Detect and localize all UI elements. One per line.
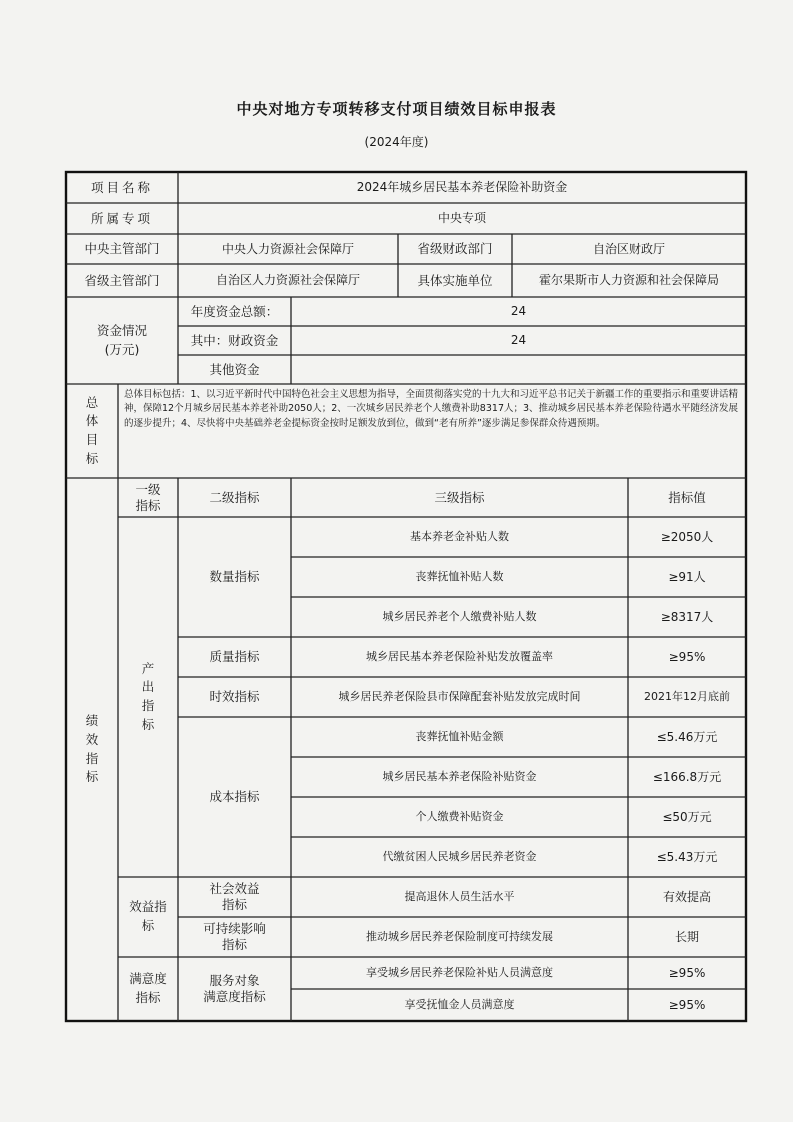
impl-unit: 霍尔果斯市人力资源和社会保障局: [538, 273, 719, 287]
funds-label-line2: (万元): [104, 341, 140, 357]
output-label-char: 指: [141, 698, 155, 713]
special-value: 中央专项: [437, 211, 486, 225]
benefit-label: 效益指 标: [129, 899, 167, 933]
project-name: 2024年城乡居民基本养老保险补助资金: [356, 180, 568, 194]
indicator-value: ≥8317人: [660, 609, 714, 624]
indicator-name: 提高退休人员生活水平: [404, 890, 515, 904]
performance-label: [66, 478, 118, 1021]
indicator-name: 个人缴费补贴资金: [415, 810, 504, 824]
indicator-name: 享受抚恤金人员满意度: [404, 998, 515, 1012]
indicator-value: ≤50万元: [662, 809, 712, 824]
perf-label-char: 指: [85, 750, 99, 766]
indicator-name: 丧葬抚恤补贴人数: [415, 570, 504, 584]
quality-label: 质量指标: [209, 649, 260, 665]
timeliness-label: 时效指标: [209, 689, 260, 705]
funds-other-label: 其他资金: [209, 361, 260, 377]
cost-label: 成本指标: [209, 789, 260, 805]
funds-label-line1: 资金情况: [96, 322, 147, 338]
indicator-value: ≤5.43万元: [656, 849, 718, 864]
indicator-value: ≥95%: [668, 649, 706, 664]
indicator-value: ≥95%: [668, 997, 706, 1012]
header-level2: 二级指标: [209, 489, 260, 505]
goal-label-char: 总: [85, 394, 99, 410]
indicator-value: ≤166.8万元: [652, 769, 722, 784]
prov-finance-label: 省级财政部门: [417, 241, 493, 257]
indicator-name: 城乡居民基本养老保险补贴资金: [382, 770, 537, 784]
goal-label-char: 标: [85, 450, 99, 466]
form-title: 中央对地方专项转移支付项目绩效目标申报表: [236, 100, 557, 118]
indicator-value: ≥2050人: [660, 529, 714, 544]
perf-label-char: 标: [85, 769, 99, 785]
service-satisfaction-label: 服务对象 满意度指标: [203, 973, 266, 1004]
indicator-name: 城乡居民基本养老保险补贴发放覆盖率: [366, 650, 553, 664]
indicator-name: 丧葬抚恤补贴金额: [415, 730, 504, 744]
perf-label-char: 效: [85, 731, 99, 747]
funds-total-label: 年度资金总额：: [190, 303, 279, 319]
indicator-value: 长期: [674, 929, 699, 944]
header-value: 指标值: [668, 489, 706, 505]
prov-dept: 自治区人力资源社会保障厅: [215, 273, 360, 287]
social-benefit-label: 社会效益 指标: [209, 881, 260, 912]
indicator-name: 城乡居民养老个人缴费补贴人数: [382, 610, 537, 624]
indicator-name: 城乡居民养老保险县市保障配套补贴发放完成时间: [338, 690, 581, 704]
funds-total: 24: [510, 304, 527, 318]
goal-label-char: 体: [85, 413, 99, 429]
goal-label-char: 目: [85, 432, 99, 447]
output-label-char: 出: [141, 679, 155, 695]
funds-other: [291, 355, 746, 384]
funds-fiscal-label: 其中：财政资金: [190, 332, 279, 348]
indicator-value: ≤5.46万元: [656, 729, 718, 744]
prov-dept-label: 省级主管部门: [84, 272, 160, 288]
header-level1: 一级 指标: [135, 481, 161, 513]
output-label-char: 产: [141, 660, 155, 676]
project-name-label: 项目名称: [90, 179, 153, 195]
quantity-label: 数量指标: [209, 569, 260, 585]
output-label: [118, 517, 178, 877]
indicator-name: 推动城乡居民养老保险制度可持续发展: [366, 930, 553, 944]
header-level3: 三级指标: [434, 489, 485, 505]
prov-finance: 自治区财政厅: [592, 241, 665, 256]
indicator-value: 有效提高: [662, 889, 711, 904]
indicator-value: ≥95%: [668, 965, 706, 980]
indicator-name: 享受城乡居民养老保险补贴人员满意度: [366, 966, 553, 980]
output-label-char: 标: [141, 716, 155, 732]
central-dept-label: 中央主管部门: [84, 241, 160, 257]
form-year: (2024年度): [364, 135, 429, 149]
goal-text: 总体目标包括：1、以习近平新时代中国特色社会主义思想为指导，全面贯彻落实党的十九大和习近平总书记关于新疆工作的重要指示和重要讲话精神，保障12个月城乡居民基本养老补助2050人；2、一次城乡居民养老个人缴费补助8317人；3、推动城乡居民基本养老保险待遇水平随经济发展的逐步提升；4、尽快将中央基础养老金提标资金按时足额发放到位，做到“老有所养”逐步满足参保群众待遇预期。: [124, 389, 739, 429]
impl-unit-label: 具体实施单位: [417, 272, 493, 288]
goal-label: [66, 384, 118, 478]
indicator-name: 基本养老金补贴人数: [410, 530, 509, 544]
indicator-value: 2021年12月底前: [644, 690, 730, 704]
sustain-label: 可持续影响 指标: [203, 921, 266, 952]
perf-label-char: 绩: [85, 713, 99, 728]
satisfaction-label: 满意度 指标: [129, 971, 167, 1005]
funds-label: [66, 297, 178, 384]
indicator-value: ≥91人: [668, 569, 706, 584]
central-dept: 中央人力资源社会保障厅: [221, 241, 354, 256]
funds-fiscal: 24: [510, 333, 527, 347]
indicator-name: 代缴贫困人民城乡居民养老资金: [382, 850, 537, 864]
special-label: 所属专项: [90, 210, 153, 226]
